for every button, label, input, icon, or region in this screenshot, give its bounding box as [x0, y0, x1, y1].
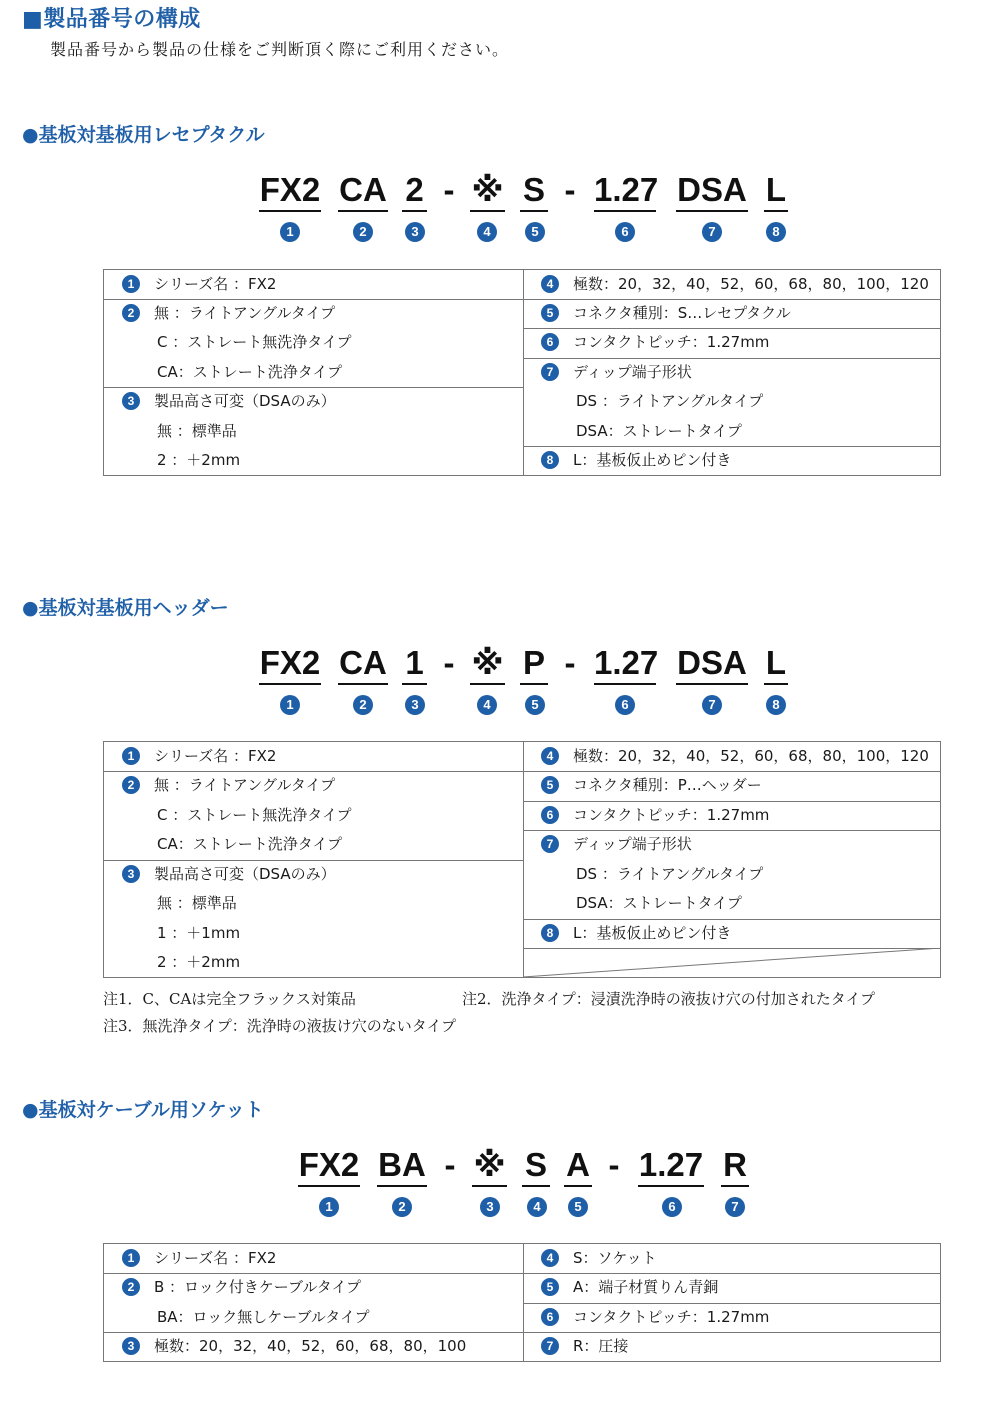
spec-text: 製品高さ可変（DSAのみ） — [154, 392, 336, 410]
spec-text: ディップ端子形状 — [573, 835, 692, 853]
callout-badge: 3 — [122, 1337, 140, 1355]
callout-number: 8 — [766, 695, 786, 715]
pn-segment: L — [764, 643, 788, 685]
spec-row — [122, 387, 336, 416]
callout-badge: 8 — [541, 451, 559, 469]
callout-number: 6 — [615, 695, 635, 715]
callout-number: 2 — [353, 695, 373, 715]
spec-row — [122, 1332, 466, 1361]
spec-row: 2 ：＋2mm — [157, 953, 241, 971]
footnote: 注2．洗浄タイプ：浸漬洗浄時の液抜け穴の付加されたタイプ — [462, 990, 876, 1008]
callout-badge: 8 — [541, 924, 559, 942]
spec-text: コネクタ種別：S…レセプタクル — [573, 304, 791, 322]
callout-number: 2 — [392, 1197, 412, 1217]
empty-cell-diagonal — [523, 948, 941, 978]
spec-row — [122, 299, 335, 328]
callout-badge: 6 — [541, 333, 559, 351]
pn-segment: P — [520, 643, 548, 685]
spec-row — [541, 358, 692, 387]
callout-number: 5 — [525, 222, 545, 242]
spec-text: S：ソケット — [573, 1249, 657, 1267]
spec-text: コンタクトピッチ：1.27mm — [573, 1308, 770, 1326]
spec-row: 無 ：標準品 — [157, 894, 237, 912]
spec-text: コンタクトピッチ：1.27mm — [573, 806, 770, 824]
spec-row: DSA：ストレートタイプ — [576, 422, 742, 440]
callout-badge: 2 — [122, 304, 140, 322]
spec-text: L：基板仮止めピン付き — [573, 451, 732, 469]
pn-segment: CA — [338, 170, 388, 212]
callout-badge: 3 — [122, 865, 140, 883]
footnote: 注1．C、CAは完全フラックス対策品 — [103, 990, 356, 1008]
spec-row: CA：ストレート洗浄タイプ — [157, 835, 342, 853]
spec-text: R：圧接 — [573, 1337, 629, 1355]
callout-badge: 7 — [541, 835, 559, 853]
page-subtitle: 製品番号から製品の仕様をご判断頂く際にご利用ください。 — [50, 40, 510, 59]
callout-badge: 5 — [541, 1278, 559, 1296]
spec-text: シリーズ名 ：FX2 — [154, 1249, 277, 1267]
pn-segment: 2 — [402, 170, 427, 212]
spec-row — [541, 801, 769, 830]
spec-text: 製品高さ可変（DSAのみ） — [154, 865, 336, 883]
spec-row: C ：ストレート無洗浄タイプ — [157, 333, 352, 351]
spec-text: 極数：20，32，40，52，60，68，80，100，120 — [573, 275, 929, 293]
spec-table-socket — [103, 1243, 941, 1362]
callout-number: 4 — [527, 1197, 547, 1217]
spec-row — [541, 299, 791, 328]
callout-badge: 1 — [122, 747, 140, 765]
spec-text: 無 ：ライトアングルタイプ — [154, 776, 336, 794]
pn-segment: DSA — [676, 643, 748, 685]
callout-number: 3 — [405, 222, 425, 242]
callout-badge: 2 — [122, 1278, 140, 1296]
spec-row — [541, 771, 762, 800]
spec-text: 極数：20，32，40，52，60，68，80，100，120 — [573, 747, 929, 765]
part-number-header — [0, 643, 986, 718]
callout-badge: 4 — [541, 275, 559, 293]
callout-number: 1 — [280, 695, 300, 715]
pn-segment: ※ — [472, 1145, 507, 1187]
pn-segment: 1.27 — [594, 170, 656, 212]
callout-badge: 5 — [541, 776, 559, 794]
spec-row — [122, 742, 276, 771]
spec-row — [541, 328, 769, 357]
part-number-receptacle — [0, 170, 986, 245]
pn-segment: S — [522, 1145, 550, 1187]
pn-segment: FX2 — [298, 1145, 360, 1187]
callout-badge: 1 — [122, 275, 140, 293]
spec-text: B ：ロック付きケーブルタイプ — [154, 1278, 362, 1296]
callout-number: 8 — [766, 222, 786, 242]
part-number-socket — [0, 1145, 986, 1220]
spec-row — [541, 1273, 718, 1302]
spec-row — [541, 919, 731, 948]
spec-text: ディップ端子形状 — [573, 363, 692, 381]
spec-row: DS ：ライトアングルタイプ — [576, 392, 764, 410]
spec-text: シリーズ名 ：FX2 — [154, 275, 277, 293]
spec-text: コネクタ種別：P…ヘッダー — [573, 776, 762, 794]
callout-number: 7 — [702, 222, 722, 242]
pn-segment: FX2 — [259, 643, 321, 685]
section-title-socket: ●基板対ケーブル用ソケット — [22, 1099, 264, 1121]
pn-segment: 1.27 — [594, 643, 656, 685]
callout-number: 6 — [615, 222, 635, 242]
callout-badge: 4 — [541, 747, 559, 765]
pn-separator: - — [444, 1146, 456, 1183]
spec-row — [122, 1244, 276, 1273]
pn-segment: FX2 — [259, 170, 321, 212]
spec-row — [541, 1303, 769, 1332]
spec-table-header — [103, 741, 941, 978]
spec-row — [122, 270, 276, 299]
section-title-header: ●基板対基板用ヘッダー — [22, 597, 229, 619]
spec-row — [122, 860, 336, 889]
pn-segment: BA — [377, 1145, 427, 1187]
callout-badge: 6 — [541, 806, 559, 824]
callout-badge: 5 — [541, 304, 559, 322]
pn-segment: 1.27 — [638, 1145, 704, 1187]
pn-segment: A — [564, 1145, 592, 1187]
pn-separator: - — [443, 171, 455, 208]
callout-badge: 4 — [541, 1249, 559, 1267]
page-title: ■製品番号の構成 — [22, 7, 201, 32]
callout-number: 7 — [702, 695, 722, 715]
spec-row — [541, 742, 929, 771]
spec-row: 1 ：＋1mm — [157, 924, 241, 942]
callout-badge: 1 — [122, 1249, 140, 1267]
pn-segment: L — [764, 170, 788, 212]
callout-badge: 3 — [122, 392, 140, 410]
callout-number: 5 — [525, 695, 545, 715]
spec-text: 極数：20，32，40，52，60，68，80，100 — [154, 1337, 467, 1355]
pn-segment: ※ — [470, 643, 505, 685]
spec-row: 2 ：＋2mm — [157, 451, 241, 469]
callout-number: 4 — [477, 695, 497, 715]
spec-row — [541, 446, 731, 475]
spec-text: 無 ：ライトアングルタイプ — [154, 304, 336, 322]
spec-text: A：端子材質りん青銅 — [573, 1278, 719, 1296]
pn-separator: - — [443, 644, 455, 681]
spec-row — [122, 771, 335, 800]
callout-badge: 7 — [541, 1337, 559, 1355]
callout-badge: 7 — [541, 363, 559, 381]
callout-number: 3 — [405, 695, 425, 715]
spec-row — [541, 830, 692, 859]
spec-table-receptacle — [103, 269, 941, 476]
callout-number: 4 — [477, 222, 497, 242]
pn-separator: - — [608, 1146, 620, 1183]
spec-text: コンタクトピッチ：1.27mm — [573, 333, 770, 351]
pn-segment: DSA — [676, 170, 748, 212]
callout-badge: 2 — [122, 776, 140, 794]
pn-separator: - — [564, 644, 576, 681]
callout-number: 2 — [353, 222, 373, 242]
callout-number: 7 — [725, 1197, 745, 1217]
callout-number: 5 — [568, 1197, 588, 1217]
pn-separator: - — [564, 171, 576, 208]
spec-text: シリーズ名 ：FX2 — [154, 747, 277, 765]
pn-segment: CA — [338, 643, 388, 685]
spec-row — [541, 270, 929, 299]
callout-number: 1 — [319, 1197, 339, 1217]
callout-number: 1 — [280, 222, 300, 242]
spec-row: 無 ：標準品 — [157, 422, 237, 440]
pn-segment: ※ — [470, 170, 505, 212]
spec-row: BA：ロック無しケーブルタイプ — [157, 1308, 370, 1326]
spec-text: L：基板仮止めピン付き — [573, 924, 732, 942]
spec-row — [122, 1273, 361, 1302]
pn-segment: R — [721, 1145, 749, 1187]
callout-number: 3 — [480, 1197, 500, 1217]
spec-row: CA：ストレート洗浄タイプ — [157, 363, 342, 381]
callout-number: 6 — [662, 1197, 682, 1217]
callout-badge: 6 — [541, 1308, 559, 1326]
pn-segment: 1 — [402, 643, 427, 685]
spec-row — [541, 1244, 657, 1273]
section-title-receptacle: ●基板対基板用レセプタクル — [22, 124, 265, 146]
spec-row — [541, 1332, 628, 1361]
pn-segment: S — [520, 170, 548, 212]
footnote: 注3．無洗浄タイプ：洗浄時の液抜け穴のないタイプ — [103, 1017, 457, 1035]
spec-row: DS ：ライトアングルタイプ — [576, 865, 764, 883]
spec-row: DSA：ストレートタイプ — [576, 894, 742, 912]
spec-row: C ：ストレート無洗浄タイプ — [157, 806, 352, 824]
